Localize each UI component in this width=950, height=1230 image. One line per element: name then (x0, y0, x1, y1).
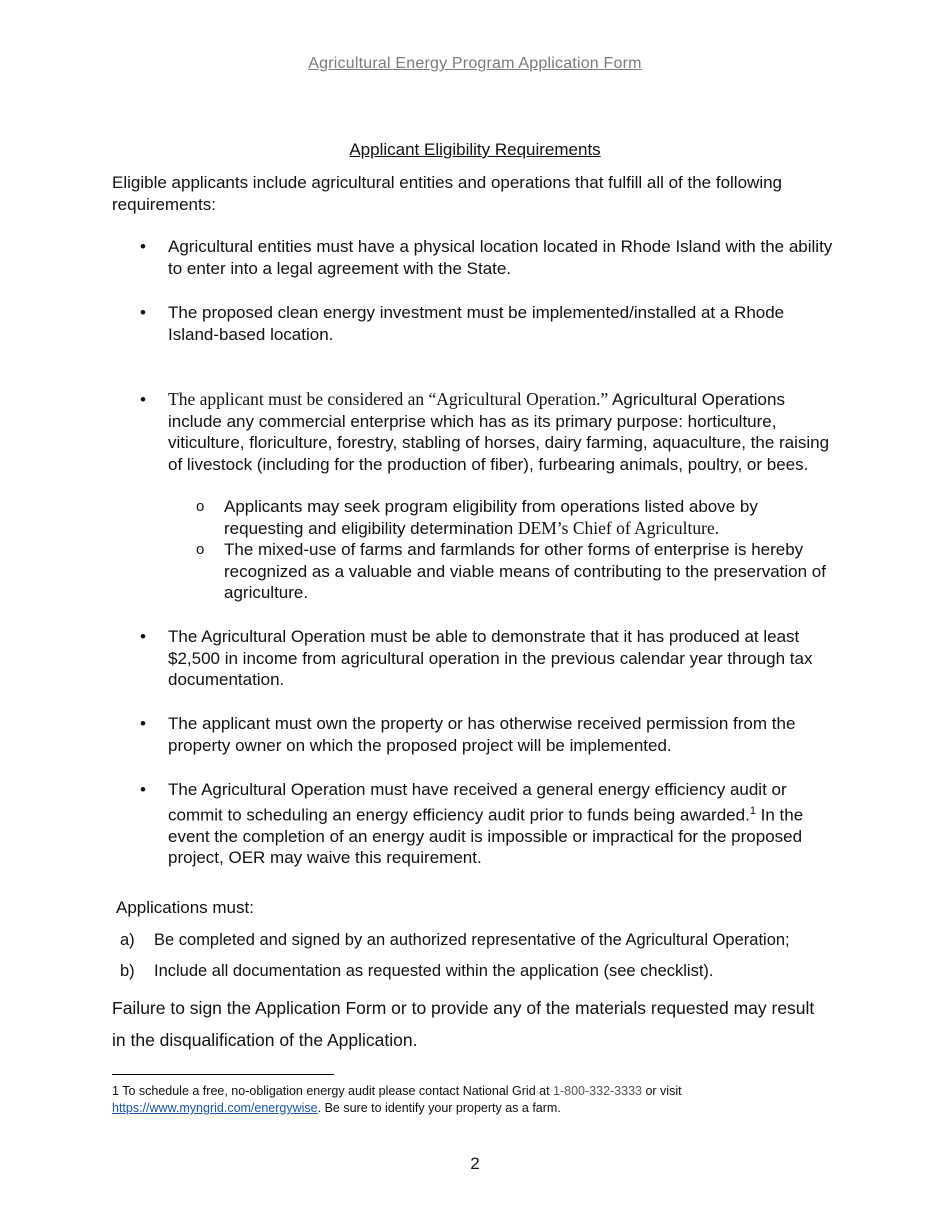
sub-bullet-eligibility-determination: Applicants may seek program eligibility from operations listed above by requesting and eligibility determination DEM’s Chief of Agriculture. (224, 497, 758, 538)
footnote-mark: 1 (112, 1084, 119, 1098)
bullet-property-ownership: The applicant must own the property or has otherwise received permission from the property owner on which the proposed project will be implemented. (168, 714, 796, 755)
footnote: 1 To schedule a free, no-obligation energy audit please contact National Grid at 1-800-332-3333 or visit https://www.myngrid.com/energywise. Be sure to identify your property as a farm. (112, 1084, 682, 1115)
bullet-marker: • (140, 714, 146, 733)
sub-bullet-marker: o (196, 498, 205, 515)
bullet-energy-audit: The Agricultural Operation must have received a general energy efficiency audit or commit to scheduling an energy efficiency audit prior to funds being awarded.$^1$ In the event the completion of an energy audit is impossible or impractical for the proposed project, OER may waive this requirement. (168, 780, 804, 868)
disqualification-notice: Failure to sign the Application Form or to provide any of the materials requested may result in the disqualification of the Application. (112, 998, 815, 1050)
application-requirement-documentation: Include all documentation as requested within the application (see checklist). (154, 962, 714, 980)
bullet-marker: • (140, 237, 146, 256)
footnote-reference[interactable]: 1 (749, 804, 756, 817)
bullet-marker: • (140, 390, 146, 409)
bullet-location-requirement: Agricultural entities must have a physical location located in Rhode Island with the ability to enter into a legal agreement with the State. (168, 237, 833, 278)
bullet-ri-location: The proposed clean energy investment must be implemented/installed at a Rhode Island-based location. (168, 303, 785, 344)
section-title: Applicant Eligibility Requirements (349, 140, 601, 159)
national-grid-phone: 1-800-332-3333 (553, 1084, 642, 1098)
page-number: 2 (470, 1154, 480, 1173)
bullet-marker: • (140, 780, 146, 799)
bullet-marker: • (140, 627, 146, 646)
list-letter-a: a) (120, 931, 135, 949)
bullet-income-requirement: The Agricultural Operation must be able to demonstrate that it has produced at least $2,500 in income from agricultural operation in the previous calendar year through tax documentation. (168, 627, 813, 689)
agricultural-operation-lead: The applicant must be considered an “Agricultural Operation.” (168, 389, 609, 409)
bullet-agricultural-operation: The applicant must be considered an “Agricultural Operation.” Agricultural Operations include any commercial enterprise which has as its primary purpose: horticulture, viticulture, floriculture, forestry, stabling of horses, dairy farming, aquaculture, the raising of livestock (including for the production of fiber), furbearing animals, poultry, or bees. (168, 389, 830, 474)
page-header: Agricultural Energy Program Application Form (308, 55, 642, 72)
applications-heading: Applications must: (116, 898, 254, 917)
list-letter-b: b) (120, 962, 135, 980)
application-requirement-signed: Be completed and signed by an authorized representative of the Agricultural Operation; (154, 931, 790, 949)
bullet-marker: • (140, 303, 146, 322)
sub-bullet-mixed-use: The mixed-use of farms and farmlands for other forms of enterprise is hereby recognized as a valuable and viable means of contributing to the preservation of agriculture. (224, 540, 826, 602)
energywise-link[interactable]: https://www.myngrid.com/energywise (112, 1101, 318, 1115)
sub-bullet-marker: o (196, 541, 205, 558)
intro-paragraph: Eligible applicants include agricultural entities and operations that fulfill all of the following requirements: (112, 173, 783, 214)
footnote-separator (112, 1074, 334, 1075)
